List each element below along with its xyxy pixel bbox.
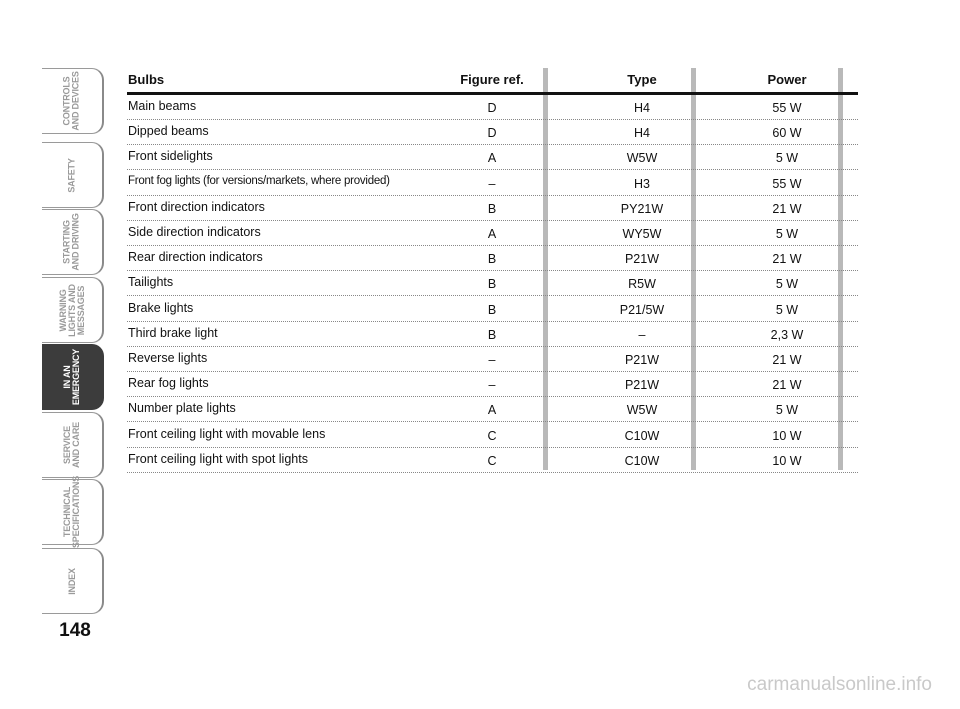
bulb-type: H4 — [634, 126, 650, 141]
bulb-type: WY5W — [622, 227, 662, 241]
tab-index[interactable] — [42, 548, 104, 614]
bulb-power: 5 W — [775, 403, 799, 418]
figure-ref: A — [487, 151, 497, 166]
tab-controls-and-devices[interactable] — [42, 68, 104, 134]
tab-label: TECHNICAL SPECIFICATIONS — [62, 475, 82, 549]
bulb-table — [127, 68, 858, 472]
header-power: Power — [767, 72, 807, 87]
table-row — [127, 297, 858, 322]
figure-ref: D — [487, 101, 497, 115]
bulb-power: 2,3 W — [770, 327, 804, 342]
bulb-power: 60 W — [772, 126, 802, 141]
bulb-type: C10W — [624, 428, 660, 443]
bulb-type: W5W — [626, 403, 658, 418]
bulb-power: 5 W — [775, 302, 799, 317]
bulb-type: P21W — [624, 353, 660, 367]
figure-ref: B — [487, 252, 497, 267]
figure-ref: A — [487, 403, 497, 418]
bulb-power: 10 W — [772, 453, 802, 468]
table-row — [127, 120, 858, 145]
tab-label: CONTROLS AND DEVICES — [62, 71, 81, 131]
bulb-name: Front fog lights (for versions/markets, where provided) — [128, 174, 390, 187]
figure-ref: D — [487, 126, 497, 141]
bulb-type: W5W — [626, 151, 658, 166]
figure-ref: – — [488, 378, 496, 393]
bulb-name: Rear fog lights — [128, 376, 209, 391]
bulb-name: Front sidelights — [128, 149, 213, 164]
bulb-power: 5 W — [775, 227, 799, 241]
watermark: carmanualsonline.info — [747, 674, 932, 695]
tab-safety[interactable] — [42, 142, 104, 208]
bulb-name: Dipped beams — [128, 124, 209, 139]
bulb-type: – — [638, 327, 646, 342]
table-row — [127, 423, 858, 448]
table-row — [127, 271, 858, 296]
figure-ref: B — [487, 302, 497, 317]
bulb-power: 21 W — [772, 252, 802, 267]
bulb-power: 21 W — [772, 201, 802, 216]
table-row — [127, 95, 858, 120]
bulb-power: 21 W — [772, 378, 802, 393]
bulb-power: 21 W — [772, 353, 802, 367]
bulb-name: Front direction indicators — [128, 199, 265, 214]
bulb-name: Main beams — [128, 99, 197, 113]
figure-ref: B — [487, 201, 497, 216]
table-row — [127, 196, 858, 221]
bulb-type: H3 — [634, 176, 650, 191]
header-bulbs: Bulbs — [128, 72, 165, 87]
figure-ref: C — [487, 428, 497, 443]
tab-starting-and-driving[interactable] — [42, 209, 104, 275]
bulb-name: Side direction indicators — [128, 225, 261, 239]
tab-technical-specifications[interactable] — [42, 475, 104, 549]
table-header — [127, 68, 858, 93]
bulb-power: 5 W — [775, 151, 799, 166]
table-row — [127, 397, 858, 422]
table-row — [127, 347, 858, 372]
tab-in-an-emergency[interactable] — [42, 344, 104, 410]
tab-service-and-care[interactable] — [42, 412, 104, 478]
figure-ref: A — [487, 227, 497, 241]
bulb-name: Brake lights — [128, 300, 194, 315]
bulb-power: 55 W — [772, 101, 802, 115]
tab-label: WARNING LIGHTS AND MESSAGES — [57, 283, 86, 337]
figure-ref: – — [488, 353, 496, 367]
table-row — [127, 221, 858, 246]
bulb-type: C10W — [624, 453, 660, 468]
header-type: Type — [627, 72, 657, 87]
bulb-name: Front ceiling light with movable lens — [128, 426, 326, 441]
header-figure-ref: Figure ref. — [460, 72, 524, 87]
bulb-name: Third brake light — [128, 325, 218, 340]
bulb-type: H4 — [634, 101, 650, 115]
bulb-type: P21W — [624, 252, 660, 267]
bulb-name: Number plate lights — [128, 401, 236, 416]
page-number: 148 — [59, 620, 91, 641]
bulb-type: P21W — [624, 378, 660, 393]
figure-ref: B — [487, 277, 497, 292]
tab-label: IN AN EMERGENCY — [62, 348, 81, 406]
figure-ref: – — [488, 176, 496, 191]
bulb-type: P21/5W — [619, 302, 665, 317]
bulb-power: 10 W — [772, 428, 802, 443]
table-row — [127, 448, 858, 473]
bulb-name: Reverse lights — [128, 351, 208, 365]
figure-ref: C — [487, 453, 497, 468]
tab-label: SAFETY — [66, 157, 77, 193]
tab-label: SERVICE AND CARE — [62, 422, 81, 468]
row-divider — [127, 472, 858, 473]
bulb-type: R5W — [628, 277, 656, 292]
tab-warning-lights-and-messages[interactable] — [42, 277, 104, 343]
table-row — [127, 372, 858, 397]
table-row — [127, 145, 858, 170]
bulb-power: 55 W — [772, 176, 802, 191]
table-row — [127, 246, 858, 271]
tab-label: INDEX — [66, 567, 77, 595]
bulb-power: 5 W — [775, 277, 799, 292]
figure-ref: B — [487, 327, 497, 342]
bulb-name: Front ceiling light with spot lights — [128, 451, 308, 466]
bulb-name: Tailights — [128, 275, 174, 290]
table-row — [127, 171, 858, 196]
bulb-name: Rear direction indicators — [128, 250, 263, 265]
bulb-type: PY21W — [620, 201, 664, 216]
tab-label: STARTING AND DRIVING — [62, 213, 81, 271]
table-row — [127, 322, 858, 347]
